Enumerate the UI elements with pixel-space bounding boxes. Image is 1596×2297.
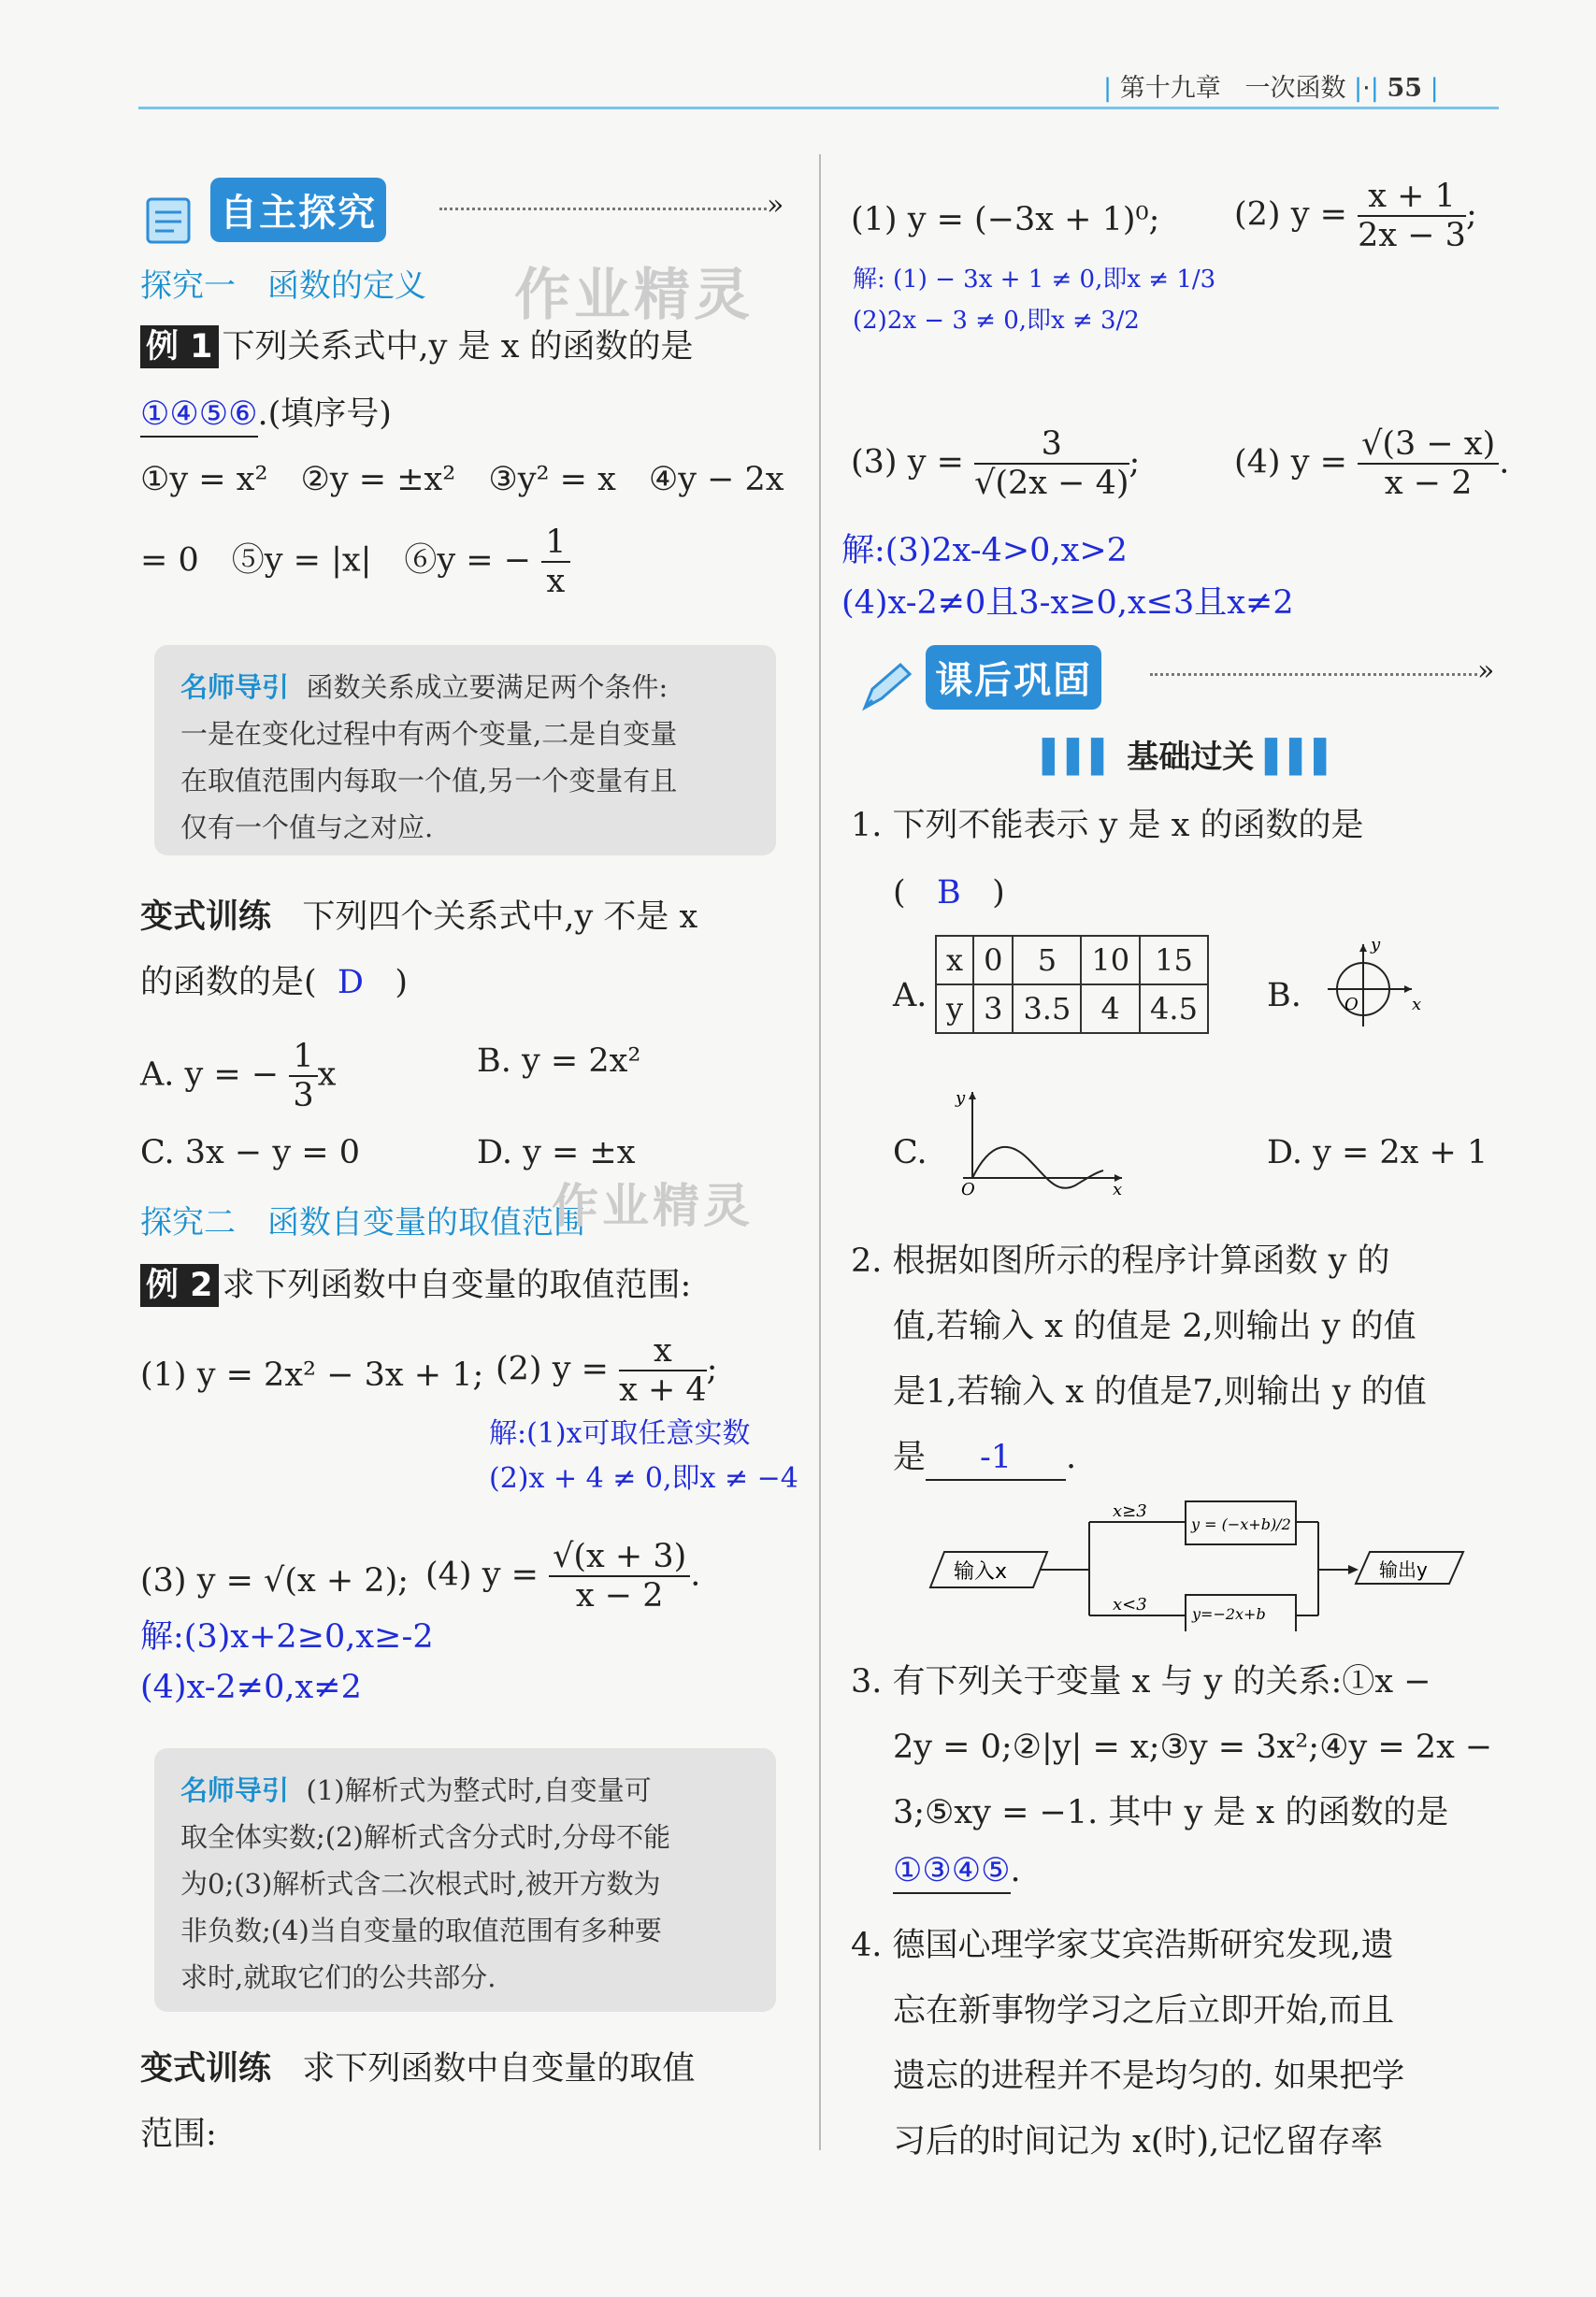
problem4-line1: 4. 德国心理学家艾宾浩斯研究发现,遗 xyxy=(851,1927,1394,1964)
watermark: 作业精灵 xyxy=(514,263,754,328)
frac-den: √(2x − 4) xyxy=(974,465,1129,502)
book-icon xyxy=(140,194,206,250)
option-C-label: C. xyxy=(893,1134,927,1171)
problem-text: (4) y = xyxy=(425,1556,539,1594)
problem-text: ; xyxy=(1129,443,1141,481)
option-D: D. y = 2x + 1 xyxy=(1267,1134,1488,1171)
table-cell: 3 xyxy=(973,984,1013,1033)
problem2-line4 xyxy=(893,1436,1076,1481)
example1-answer-line xyxy=(140,393,392,438)
tip-label: 名师导引 xyxy=(180,1774,290,1806)
example-badge: 例 2 xyxy=(140,1264,219,1307)
flow-output-label: 输出y xyxy=(1379,1558,1428,1581)
paren: ( xyxy=(893,874,906,912)
right-sol3: 解:(3)2x-4>0,x>2 xyxy=(841,532,1128,569)
example2 xyxy=(140,1264,691,1307)
tip-label: 名师导引 xyxy=(180,671,290,703)
table-cell: 15 xyxy=(1140,936,1208,984)
flow-box-bottom: y=−2x+b xyxy=(1192,1605,1266,1623)
frac-num: 1 xyxy=(289,1038,317,1077)
fraction xyxy=(289,1038,317,1114)
chapter-label: 第十九章 xyxy=(1119,74,1221,103)
example1-text: 下列关系式中,y 是 x 的函数的是 xyxy=(222,328,694,366)
page-header: | 第十九章 一次函数 |·| 55 | xyxy=(1103,74,1439,103)
problem1-answer: B xyxy=(937,874,961,912)
problem3-answer-line xyxy=(893,1849,1021,1894)
variation-label: 变式训练 xyxy=(140,898,272,936)
subsection-title xyxy=(1042,731,1339,777)
variation2-line1 xyxy=(140,2047,695,2090)
fraction xyxy=(1358,178,1466,254)
frac-num: √(3 − x) xyxy=(1358,425,1499,465)
frac-den: 2x − 3 xyxy=(1358,217,1466,254)
tip-line: 取全体实数;(2)解析式含分式时,分母不能 xyxy=(180,1821,671,1853)
example2-sol3: 解:(3)x+2≥0,x≥-2 xyxy=(140,1618,434,1656)
flow-input-label: 输入x xyxy=(954,1560,1008,1584)
example2-p1: (1) y = 2x² − 3x + 1; xyxy=(140,1357,484,1394)
right-q1: (1) y = (−3x + 1)⁰; xyxy=(851,201,1160,238)
option-text: x xyxy=(317,1055,337,1094)
origin-label: O xyxy=(1344,995,1359,1014)
frac-den: x − 2 xyxy=(575,1577,664,1615)
fraction xyxy=(1358,425,1499,502)
tip-line: 求时,就取它们的公共部分. xyxy=(180,1961,496,1993)
origin-label: O xyxy=(961,1180,975,1197)
variation-text: 的函数的是( xyxy=(140,964,317,1001)
tip-line: 一是在变化过程中有两个变量,二是自变量 xyxy=(180,718,678,750)
example2-text: 求下列函数中自变量的取值范围: xyxy=(222,1267,692,1304)
tip-box-2 xyxy=(154,1748,776,2012)
flowchart xyxy=(926,1496,1468,1631)
tip-line: 在取值范围内每取一个值,另一个变量有且 xyxy=(180,765,678,797)
frac-num: 3 xyxy=(974,425,1129,465)
problem3-line3: 3;⑤xy = −1. 其中 y 是 x 的函数的是 xyxy=(893,1794,1449,1831)
problem-text: (2) y = xyxy=(496,1350,609,1388)
problem1-text: 1. 下列不能表示 y 是 x 的函数的是 xyxy=(851,807,1364,844)
axis-label-x: x xyxy=(1412,995,1422,1014)
bars-icon: ▌▌▌ xyxy=(1042,739,1116,776)
axis-label-x: x xyxy=(1113,1180,1123,1197)
variation-text: 下列四个关系式中,y 不是 x xyxy=(302,898,698,936)
watermark: 作业精灵 xyxy=(552,1179,754,1233)
option-B-label: B. xyxy=(1267,977,1301,1014)
frac-num: √(x + 3) xyxy=(549,1538,690,1577)
fraction xyxy=(541,524,569,600)
problem2-line2: 值,若输入 x 的值是 2,则输出 y 的值 xyxy=(893,1308,1416,1345)
arrow-right-icon: » xyxy=(1477,654,1495,687)
option-text: = 0 ⑤y = |x| ⑥y = − xyxy=(140,541,532,580)
example1-tail: .(填序号) xyxy=(257,395,392,433)
flow-box-top: y = (−x+b)/2 xyxy=(1191,1515,1291,1533)
problem-text: ; xyxy=(1465,195,1477,234)
table-cell: 5 xyxy=(1013,936,1081,984)
right-q4 xyxy=(1234,425,1509,502)
header-sep: · xyxy=(1362,74,1371,103)
example1-answer: ①④⑤⑥ xyxy=(140,393,258,438)
paren: ) xyxy=(992,874,1005,912)
problem-text: . xyxy=(1066,1439,1077,1476)
problem3-line2: 2y = 0;②|y| = x;③y = 3x²;④y = 2x − xyxy=(893,1729,1493,1766)
chapter-title: 一次函数 xyxy=(1244,74,1346,103)
frac-den: x + 4 xyxy=(619,1371,707,1409)
table-cell: 4 xyxy=(1081,984,1140,1033)
frac-num: x xyxy=(619,1332,707,1371)
dotted-rule xyxy=(1150,673,1477,676)
right-sol1: 解: (1) − 3x + 1 ≠ 0,即x ≠ 1/3 xyxy=(853,266,1216,294)
variation1-optD: D. y = ±x xyxy=(477,1134,636,1171)
circle-graph xyxy=(1318,935,1426,1033)
frac-den: 3 xyxy=(293,1077,314,1114)
variation-text: 求下列函数中自变量的取值 xyxy=(302,2050,696,2088)
bars-icon: ▌▌▌ xyxy=(1265,739,1339,776)
tip-line: (1)解析式为整式时,自变量可 xyxy=(306,1774,652,1806)
section-badge: 自主探究 xyxy=(210,178,386,242)
example2-p3: (3) y = √(x + 2); xyxy=(140,1562,410,1600)
dotted-rule xyxy=(439,208,767,210)
variation1-answer: D xyxy=(337,964,364,1001)
example1 xyxy=(140,325,694,368)
section-header-review xyxy=(856,645,1101,717)
example2-p4 xyxy=(425,1538,700,1615)
option-A-table xyxy=(935,935,1209,1034)
variation1-line1 xyxy=(140,896,697,939)
example2-sol2: (2)x + 4 ≠ 0,即x ≠ −4 xyxy=(489,1462,798,1495)
table-cell: y xyxy=(936,984,973,1033)
variation-label: 变式训练 xyxy=(140,2050,272,2088)
table-cell: 3.5 xyxy=(1013,984,1081,1033)
variation1-line2 xyxy=(140,961,408,1004)
right-sol2: (2)2x − 3 ≠ 0,即x ≠ 3/2 xyxy=(853,307,1140,335)
problem3-line1: 3. 有下列关于变量 x 与 y 的关系:①x − xyxy=(851,1663,1431,1701)
example1-options-2 xyxy=(140,524,570,600)
variation1-optB: B. y = 2x² xyxy=(477,1042,641,1080)
table-row xyxy=(936,984,1208,1033)
subsection-label: 基础过关 xyxy=(1127,739,1255,776)
problem-text: (2) y = xyxy=(1234,195,1347,234)
tip-line: 函数关系成立要满足两个条件: xyxy=(306,671,669,703)
problem2-line1: 2. 根据如图所示的程序计算函数 y 的 xyxy=(851,1242,1390,1280)
fraction xyxy=(549,1538,690,1615)
variation1-optA xyxy=(140,1038,336,1114)
variation2-line2: 范围: xyxy=(140,2116,217,2153)
explore2-title: 探究二 函数自变量的取值范围 xyxy=(140,1204,585,1242)
problem4-line4: 习后的时间记为 x(时),记忆留存率 xyxy=(893,2123,1384,2161)
problem-text: ; xyxy=(706,1350,718,1388)
tip-box-1 xyxy=(154,645,776,855)
axis-label-y: y xyxy=(956,1088,966,1108)
problem2-line3: 是1,若输入 x 的值是7,则输出 y 的值 xyxy=(893,1373,1427,1411)
problem-text: . xyxy=(1499,443,1510,481)
option-text: A. y = − xyxy=(140,1055,280,1094)
problem-text: . xyxy=(1010,1852,1021,1889)
table-cell: 0 xyxy=(973,936,1013,984)
tip-line: 非负数;(4)当自变量的取值范围有多种要 xyxy=(180,1915,662,1946)
example2-sol1: 解:(1)x可取任意实数 xyxy=(489,1417,751,1450)
right-sol4: (4)x-2≠0且3-x≥0,x≤3且x≠2 xyxy=(841,584,1294,622)
page-number: 55 xyxy=(1387,74,1423,103)
right-q3 xyxy=(851,425,1140,502)
flow-cond-bottom: x<3 xyxy=(1113,1595,1147,1615)
option-A-label: A. xyxy=(893,977,927,1014)
table-cell: 4.5 xyxy=(1140,984,1208,1033)
problem2-answer: -1 xyxy=(926,1436,1066,1481)
paren: ) xyxy=(395,964,409,1001)
header-rule xyxy=(138,107,1499,109)
frac-num: x + 1 xyxy=(1358,178,1466,217)
flow-cond-top: x≥3 xyxy=(1113,1501,1147,1521)
explore1-title: 探究一 函数的定义 xyxy=(140,267,426,305)
example2-sol4: (4)x-2≠0,x≠2 xyxy=(140,1669,362,1706)
problem-text: 是 xyxy=(893,1439,927,1476)
problem1-paren xyxy=(893,871,1005,914)
fraction xyxy=(619,1332,707,1409)
problem-text: (4) y = xyxy=(1234,443,1347,481)
problem-text: (3) y = xyxy=(851,443,964,481)
frac-den: x − 2 xyxy=(1384,465,1473,502)
example1-options-1: ①y = x² ②y = ±x² ③y² = x ④y − 2x xyxy=(140,461,784,498)
frac-num: 1 xyxy=(541,524,569,563)
tip-line: 仅有一个值与之对应. xyxy=(180,811,434,843)
table-cell: 10 xyxy=(1081,936,1140,984)
right-q2 xyxy=(1234,178,1477,254)
tip-line: 为0;(3)解析式含二次根式时,被开方数为 xyxy=(180,1868,661,1900)
fraction xyxy=(974,425,1129,502)
problem3-answer: ①③④⑤ xyxy=(893,1849,1011,1894)
example2-p2 xyxy=(496,1332,717,1409)
example-badge: 例 1 xyxy=(140,325,219,368)
problem4-line3: 遗忘的进程并不是均匀的. 如果把学 xyxy=(893,2058,1405,2095)
table-row xyxy=(936,936,1208,984)
arrow-right-icon: » xyxy=(767,189,784,222)
column-divider xyxy=(819,154,821,2150)
variation1-optC: C. 3x − y = 0 xyxy=(140,1134,360,1171)
wave-graph xyxy=(944,1084,1131,1197)
table-cell: x xyxy=(936,936,973,984)
frac-den: x xyxy=(546,563,566,600)
section-badge: 课后巩固 xyxy=(926,645,1101,710)
axis-label-y: y xyxy=(1371,935,1381,955)
problem-text: . xyxy=(690,1556,701,1594)
problem4-line2: 忘在新事物学习之后立即开始,而且 xyxy=(893,1992,1395,2030)
pencil-icon xyxy=(856,661,921,717)
section-header-explore xyxy=(140,178,386,250)
